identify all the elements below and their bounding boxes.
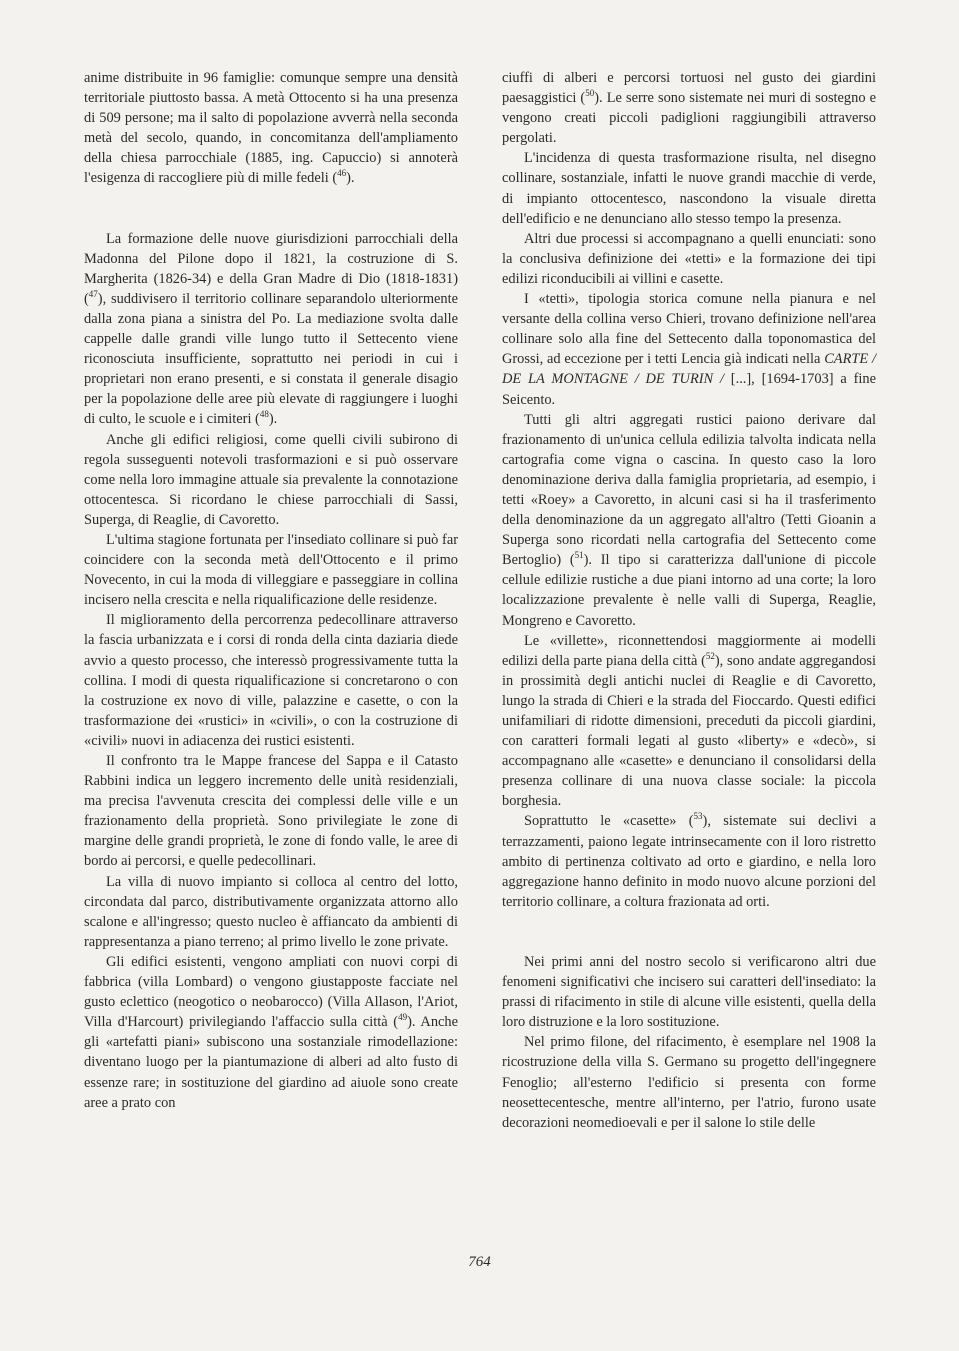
paragraph: Tutti gli altri aggregati rustici paiono derivare dal frazionamento di un'unica cellula edilizia talvolta indicata nella cartografia come vigna o cascina. In questo caso la loro denominazione deriva dalla famiglia proprietaria, ad esempio, i tetti «Roey» a Cavoretto, in alcuni casi si ha il trasferimento della denominazione da un aggregato all'altro (Tetti Gioanin a Superga sono ricordati nella cartografia del Settecento come Bertoglio) ($^{51}$). Il tipo si caratterizza dall'unione di piccole cellule edilizie rustiche a due piani intorno ad una corte; la loro localizzazione prevalente è nelle valli di Superga, Reaglie, Mongreno e Cavoretto. xyxy=(502,411,876,629)
paragraph: Soprattutto le «casette» ($^{53}$), sistemate sui declivi a terrazzamenti, paiono legate intrinsecamente con il loro ristretto ambito di pertinenza coltivato ad orto e giardino, e nella loro aggregazione hanno definito in modo nuovo alcune porzioni del territorio collinare, a coltura frazionata ad orti. xyxy=(502,811,876,910)
paragraph: Nei primi anni del nostro secolo si verificarono altri due fenomeni significativi che incisero sui caratteri dell'insediato: la prassi di rifacimento in stile di alcune ville esistenti, quella della loro distruzione e la loro sostituzione. xyxy=(502,953,876,1031)
paragraph: Gli edifici esistenti, vengono ampliati con nuovi corpi di fabbrica (villa Lombard) o vengono giustapposte facciate nel gusto eclettico (neogotico o neobarocco) (Villa Allason, l'Ariot, Villa d'Harcourt) privilegiando l'affaccio sulla città ($^{49}$). Anche gli «artefatti piani» subiscono una sostanziale rimodellazione: diventano luogo per la piantumazione di alberi ad alto fusto di essenze rare; in sostituzione del giardino ad aiuole sono create aree a prato con xyxy=(84,953,458,1111)
page-number: 764 xyxy=(468,1254,491,1270)
paragraph: ciuffi di alberi e percorsi tortuosi nel gusto dei giardini paesaggistici ($^{50}$). Le serre sono sistemate nei muri di sostegno e vengono creati piccoli padiglioni raggiungibili attraverso pergolati. xyxy=(502,70,876,147)
paragraph: I «tetti», tipologia storica comune nella pianura e nel versante della collina verso Chieri, trovano definizione nell'area collinare solo alla fine del Settecento dalla toponomastica del Grossi, ad eccezione per i tetti Lencia già indicati nella CARTE / DE LA MONTAGNE / DE TURIN / [...], [1694-1703] a fine Seicento. xyxy=(502,291,876,408)
right-column xyxy=(502,68,876,1133)
left-column xyxy=(84,68,458,1113)
paragraph: La villa di nuovo impianto si colloca al centro del lotto, circondata dal parco, distributivamente organizzata attorno allo scalone e all'ingresso; questo nucleo è affiancato da ambienti di rappresentanza a piano terreno; al primo livello le zone private. xyxy=(84,873,458,950)
paragraph: Le «villette», riconnettendosi maggiormente ai modelli edilizi della parte piana della città ($^{52}$), sono andate aggregandosi in prossimità degli antichi nuclei di Reaglie e di Cavoretto, lungo la strada di Chieri e la strada del Fioccardo. Questi edifici unifamiliari di ridotte dimensioni, preceduti da piccoli giardini, con caratteri formali legati al gusto «liberty» e «decò», si accompagnano alle «casette» e denunciano il consolidarsi della presenza collinare di una nuova classe sociale: la piccola borghesia. xyxy=(502,632,876,810)
paragraph: Nel primo filone, del rifacimento, è esemplare nel 1908 la ricostruzione della villa S. Germano su progetto dell'ingegnere Fenoglio; all'esterno l'edificio si presenta con forme neosettecentesche, mentre all'interno, per l'atrio, furono usate decorazioni neomedioevali e per il salone lo stile delle xyxy=(502,1034,876,1131)
paragraph: L'incidenza di questa trasformazione risulta, nel disegno collinare, sostanziale, infatti le nuove grandi macchie di verde, di impianto ottocentesco, nascondono la visuale diretta dell'edificio e ne denunciano allo stesso tempo la presenza. xyxy=(502,150,876,227)
paragraph: Il confronto tra le Mappe francese del Sappa e il Catasto Rabbini indica un leggero incremento delle unità residenziali, ma precisa l'avvenuta crescita dei complessi delle ville e un frazionamento della proprietà. Sono privilegiate le zone di margine delle grandi proprietà, le zone di fondo valle, le aree di bordo ai percorsi, e quelle pedecollinari. xyxy=(84,753,458,870)
paragraph: Il miglioramento della percorrenza pedecollinare attraverso la fascia urbanizzata e i corsi di ronda della cinta daziaria diede avvio a questo processo, che interessò progressivamente tutta la collina. I modi di questa riqualificazione si concretarono o con la costruzione ex novo di ville, palazzine e casette, o con la trasformazione dei «rustici» in «civili», o con la costruzione di «civili» nuovi in adiacenza dei rustici esistenti. xyxy=(84,612,458,749)
paragraph: Altri due processi si accompagnano a quelli enunciati: sono la conclusiva definizione dei «tetti» e la formazione dei tipi edilizi riconducibili ai villini e casette. xyxy=(502,230,876,287)
paragraph: anime distribuite in 96 famiglie: comunque sempre una densità territoriale piuttosto bassa. A metà Ottocento si ha una presenza di 509 persone; ma il salto di popolazione avverrà nella seconda metà del secolo, quando, in concomitanza dell'ampliamento della chiesa parrocchiale (1885, ing. Capuccio) si annoterà l'esigenza di raccogliere più di mille fedeli ($^{46}$). xyxy=(84,70,458,187)
paragraph: L'ultima stagione fortunata per l'insediato collinare si può far coincidere con la seconda metà dell'Ottocento e il primo Novecento, in cui la moda di villeggiare e passeggiare in collina incisero nella crescita e nella riqualificazione delle residenze. xyxy=(84,531,458,609)
paragraph: Anche gli edifici religiosi, come quelli civili subirono di regola susseguenti notevoli trasformazioni e si può osservare come nella loro immagine attuale sia prevalente la connotazione ottocentesca. Si ricordano le chiese parrocchiali di Sassi, Superga, di Reaglie, di Cavoretto. xyxy=(84,431,458,528)
paragraph: La formazione delle nuove giurisdizioni parrocchiali della Madonna del Pilone dopo il 1821, la costruzione di S. Margherita (1826-34) e della Gran Madre di Dio (1818-1831) ($^{47}$), suddivisero il territorio collinare separandolo ulteriormente dalla zona piana a sinistra del Po. La mediazione svolta dalle cappelle dalle grandi ville lungo tutto il Settecento viene riconosciuta insufficiente, soprattutto nei periodi in cui i proprietari non erano presenti, e si constata il generale disagio per la popolazione delle aree più elevate di raggiungere i luoghi di culto, le scuole e i cimiteri ($^{48}$). xyxy=(84,230,458,428)
